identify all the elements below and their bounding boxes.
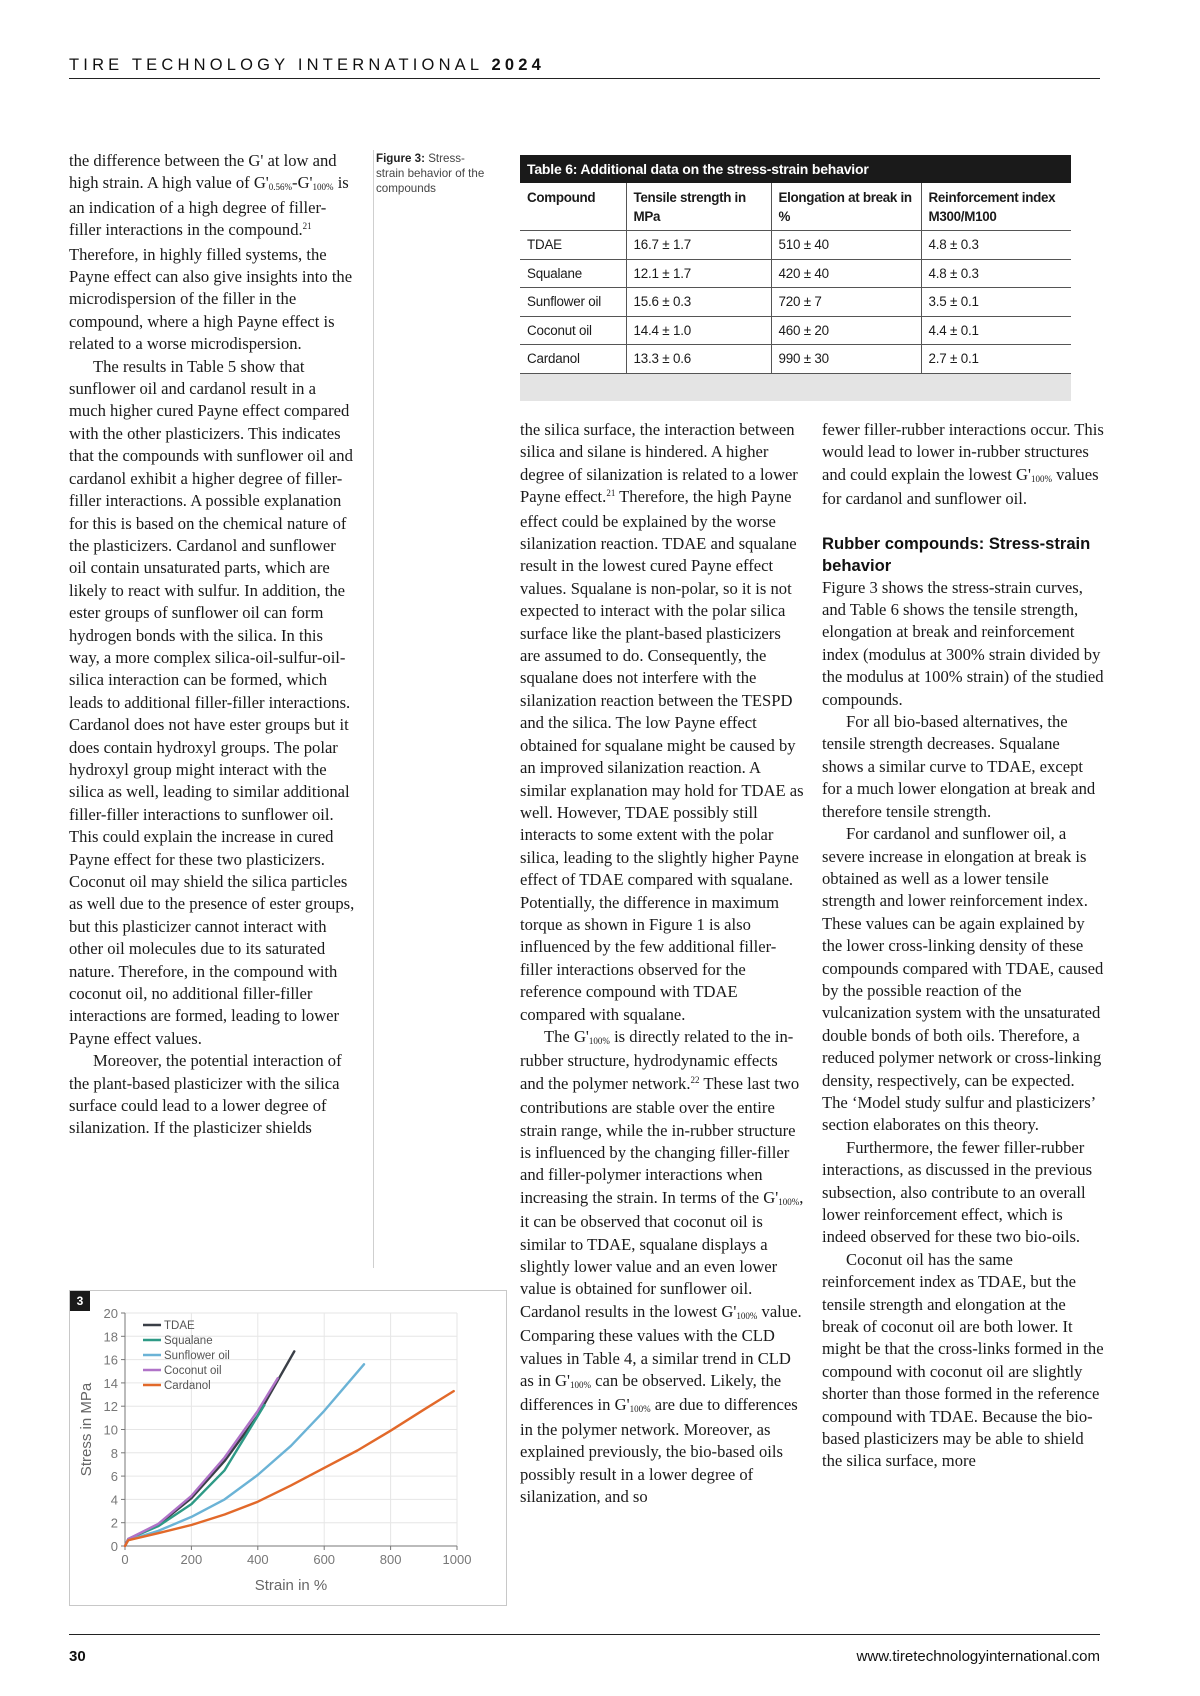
y-tick-label: 2 xyxy=(110,1515,118,1531)
y-tick-label: 0 xyxy=(110,1539,118,1554)
section-heading: Rubber compounds: Stress-strain behavior xyxy=(822,533,1091,575)
table-header-cell: Tensile strength in MPa xyxy=(626,183,771,231)
table-header-cell: Compound xyxy=(520,183,626,231)
table-cell: 3.5 ± 0.1 xyxy=(921,288,1071,317)
paragraph: For cardanol and sunflower oil, a severe increase in elongation at break is obtained as well as a lower tensile strength and lower reinforcement index. These values can be again explained by the lower cross-linking density of these compounds compared with TDAE, caused by the possible reaction of the vulcanization system with the unsaturated double bonds of both oils. Therefore, a reduced polymer network or cross-linking density, respectively, can be expected. The ‘Model study sulfur and plasticizers’ section elaborates on this theory. xyxy=(822,824,1104,1135)
table-cell: 990 ± 30 xyxy=(771,345,921,374)
table-cell: Cardanol xyxy=(520,345,626,374)
table-cell: 16.7 ± 1.7 xyxy=(626,231,771,260)
legend-label: TDAE xyxy=(164,1320,195,1332)
figure-caption-label: Figure 3: xyxy=(376,152,425,165)
table-cell: Sunflower oil xyxy=(520,288,626,317)
table-cell: 420 ± 40 xyxy=(771,259,921,288)
text-column-1 xyxy=(69,150,355,1140)
table-row xyxy=(520,231,1071,260)
figure-caption xyxy=(376,151,486,196)
x-tick-label: 1000 xyxy=(442,1552,472,1567)
y-axis-label: Stress in MPa xyxy=(78,1382,95,1477)
website-link[interactable]: www.tiretechnologyinternational.com xyxy=(856,1648,1100,1665)
magazine-year: 2024 xyxy=(491,56,545,74)
legend-label: Squalane xyxy=(164,1335,213,1347)
magazine-title: TIRE TECHNOLOGY INTERNATIONAL xyxy=(69,56,483,74)
table-cell: 14.4 ± 1.0 xyxy=(626,316,771,345)
table-header-cell: Elongation at break in % xyxy=(771,183,921,231)
legend-label: Sunflower oil xyxy=(164,1350,230,1362)
table-cell: 720 ± 7 xyxy=(771,288,921,317)
table-cell: Squalane xyxy=(520,259,626,288)
paragraph: The $G'_{100\%}$ is directly related to the in-rubber structure, hydrodynamic effects and the polymer network.$^{22}$ These last two contributions are stable over the entire strain range, while the in-rubber structure is influenced by the changing filler-filler and filler-polymer interactions when increasing the strain. In terms of the $G'_{100\%}$, it can be observed that coconut oil is similar to TDAE, squalane displays a slightly lower value and an even lower value is obtained for sunflower oil. Cardanol results in the lowest $G'_{100\%}$ value. Comparing these values with the CLD values in Table 4, a similar trend in CLD as in $G'_{100\%}$ can be observed. Likely, the differences in $G'_{100\%}$ are due to differences in the polymer network. Moreover, as explained previously, the bio-based oils possibly result in a lower degree of silanization, and so xyxy=(520,1026,804,1507)
legend-label: Cardanol xyxy=(164,1380,211,1392)
figure-number-badge: 3 xyxy=(70,1291,90,1311)
paragraph: Coconut oil has the same reinforcement index as TDAE, but the tensile strength and elongation at the break of coconut oil are both lower. It might be that the cross-links formed in the compound with coconut oil are slightly shorter than those formed in the reference compound with TDAE. Because the bio-based plasticizers may be able to shield the silica surface, more xyxy=(822,1249,1104,1471)
table-cell: 15.6 ± 0.3 xyxy=(626,288,771,317)
y-tick-label: 14 xyxy=(103,1375,118,1391)
y-tick-label: 10 xyxy=(103,1422,118,1438)
text-column-2 xyxy=(520,419,804,1509)
table-cell: 4.4 ± 0.1 xyxy=(921,316,1071,345)
legend-label: Coconut oil xyxy=(164,1365,222,1377)
running-header xyxy=(69,56,1100,75)
text-column-3 xyxy=(822,419,1104,1473)
paragraph: the difference between the G' at low and high strain. A high value of $G'_{0.56\%}-G'_{100\%}$ is an indication of a high degree of filler-filler interactions in the compound.$^{21}$ Therefore, in highly filled systems, the Payne effect can also give insights into the microdispersion of the filler in the compound, where a high Payne effect is related to a worse microdispersion. xyxy=(69,151,353,354)
stress-strain-chart xyxy=(70,1291,506,1605)
table-cell: 510 ± 40 xyxy=(771,231,921,260)
paragraph: For all bio-based alternatives, the tensile strength decreases. Squalane shows a similar curve to TDAE, except for a much lower elongation at break and therefore tensile strength. xyxy=(822,712,1096,821)
header-divider xyxy=(69,78,1100,79)
table-header-row xyxy=(520,183,1071,231)
table-cell: 460 ± 20 xyxy=(771,316,921,345)
x-tick-label: 600 xyxy=(313,1552,336,1567)
paragraph: The results in Table 5 show that sunflower oil and cardanol result in a much higher cured Payne effect compared with the other plasticizers. This indicates that the compounds with sunflower oil and cardanol exhibit a higher degree of filler-filler interactions. A possible explanation for this is based on the chemical nature of the plasticizers. Cardanol and sunflower oil contain unsaturated parts, which are likely to react with sulfur. In addition, the ester groups of sunflower oil can form hydrogen bonds with the silica. In this way, a more complex silica-oil-sulfur-oil-silica interaction can be formed, which leads to additional filler-filler interactions. Cardanol does not have ester groups but it does contain hydroxyl groups. The polar hydroxyl group might interact with the silica as well, leading to similar additional filler-filler interactions to sunflower oil. This could explain the increase in cured Payne effect for these two plasticizers. Coconut oil may shield the silica particles as well due to the presence of ester groups, but this plasticizer cannot interact with other oil molecules due to its saturated nature. Therefore, in the compound with coconut oil, no additional filler-filler interactions are formed, leading to lower Payne effect values. xyxy=(69,356,355,1048)
x-tick-label: 200 xyxy=(180,1552,203,1567)
y-tick-label: 18 xyxy=(103,1329,118,1345)
y-tick-label: 20 xyxy=(103,1306,118,1321)
table-cell: 2.7 ± 0.1 xyxy=(921,345,1071,374)
paragraph: Moreover, the potential interaction of the plant-based plasticizer with the silica surface could lead to a lower degree of silanization. If the plasticizer shields xyxy=(69,1051,342,1138)
table-title: Table 6: Additional data on the stress-strain behavior xyxy=(520,155,1071,183)
page-number: 30 xyxy=(69,1648,86,1665)
paragraph: the silica surface, the interaction between silica and silane is hindered. A higher degree of silanization is related to a lower Payne effect.$^{21}$ Therefore, the high Payne effect could be explained by the worse silanization reaction. TDAE and squalane result in the lowest cured Payne effect values. Squalane is non-polar, so it is not expected to interact with the polar silica surface like the plant-based plasticizers are assumed to do. Consequently, the squalane does not interfere with the silanization reaction between the TESPD and the silica. The low Payne effect obtained for squalane might be caused by an improved silanization reaction. A similar explanation may hold for TDAE as well. However, TDAE possibly still interacts to some extent with the polar silica, leading to the slightly higher Payne effect of TDAE compared with squalane. Potentially, the difference in maximum torque as shown in Figure 1 is also influenced by the few additional filler-filler interactions observed for the reference compound with TDAE compared with squalane. xyxy=(520,420,804,1024)
x-tick-label: 0 xyxy=(121,1552,129,1567)
x-axis-label: Strain in % xyxy=(254,1577,328,1594)
y-tick-label: 8 xyxy=(110,1445,118,1461)
y-tick-label: 6 xyxy=(110,1469,118,1485)
paragraph: Furthermore, the fewer filler-rubber interactions, as discussed in the previous subsection, also contribute to an overall lower reinforcement effect, which is indeed observed for these two bio-oils. xyxy=(822,1137,1093,1247)
y-tick-label: 12 xyxy=(103,1399,118,1415)
data-table xyxy=(520,155,1071,403)
table-cell: 12.1 ± 1.7 xyxy=(626,259,771,288)
x-tick-label: 400 xyxy=(246,1552,269,1567)
table-cell: 4.8 ± 0.3 xyxy=(921,259,1071,288)
y-tick-label: 16 xyxy=(103,1352,118,1368)
paragraph: fewer filler-rubber interactions occur. This would lead to lower in-rubber structures and could explain the lowest $G'_{100\%}$ values for cardanol and sunflower oil. xyxy=(822,420,1104,509)
table-row xyxy=(520,259,1071,288)
footer-divider xyxy=(69,1634,1100,1635)
table-cell: 4.8 ± 0.3 xyxy=(921,231,1071,260)
caption-divider xyxy=(373,150,374,1268)
paragraph: Figure 3 shows the stress-strain curves, and Table 6 shows the tensile strength, elongation at break and reinforcement index (modulus at 300% strain divided by the modulus at 100% strain) of the studied compounds. xyxy=(822,577,1104,709)
table-grid xyxy=(520,183,1071,374)
series-line-sunflower-oil xyxy=(125,1364,364,1546)
table-row xyxy=(520,345,1071,374)
table-header-cell: Reinforcement index M300/M100 xyxy=(921,183,1071,231)
table-footer-band xyxy=(520,374,1071,401)
figure-caption-text: Stress-strain behavior of the compounds xyxy=(376,152,485,195)
table-cell: TDAE xyxy=(520,231,626,260)
table-cell: 13.3 ± 0.6 xyxy=(626,345,771,374)
table-row xyxy=(520,316,1071,345)
table-cell: Coconut oil xyxy=(520,316,626,345)
table-row xyxy=(520,288,1071,317)
figure-3 xyxy=(69,1290,507,1606)
y-tick-label: 4 xyxy=(110,1492,118,1508)
x-tick-label: 800 xyxy=(379,1552,402,1567)
